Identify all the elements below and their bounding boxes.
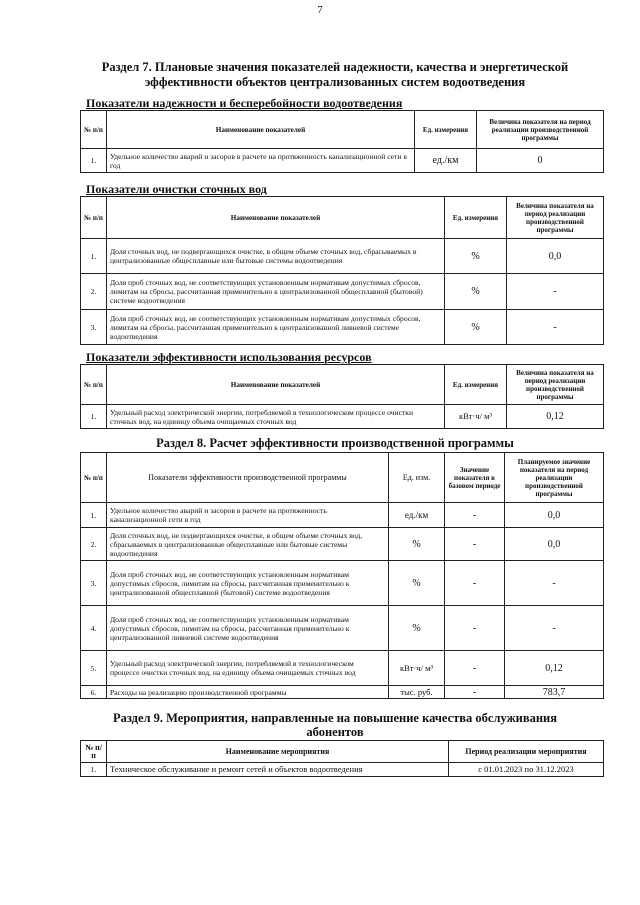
- row-unit: %: [445, 310, 507, 345]
- row-planned: 783,7: [505, 686, 604, 699]
- row-value: -: [507, 310, 604, 345]
- table-row: [81, 239, 604, 274]
- table-row: [81, 686, 604, 699]
- page-number: 7: [317, 4, 323, 16]
- row-name: Удельное количество аварий и засоров в расчете на протяженность канализационной сети в год: [107, 149, 415, 173]
- row-number: 2.: [81, 274, 107, 310]
- header-name: Наименование показателей: [107, 365, 445, 405]
- header-base-value: Значение показателя в базовом периоде: [445, 453, 505, 503]
- row-number: 1.: [81, 763, 107, 777]
- section7-title-line1: Раздел 7. Плановые значения показателей надежности, качества и энергетической: [101, 60, 569, 74]
- row-planned: 0,0: [505, 503, 604, 528]
- row-planned: 0,0: [505, 528, 604, 561]
- row-base: -: [445, 528, 505, 561]
- row-planned: 0,12: [505, 651, 604, 686]
- wastewater-treatment-table: [80, 196, 604, 345]
- row-unit: %: [389, 606, 445, 651]
- header-value: Величина показателя на период реализации производственной программы: [477, 111, 604, 149]
- row-number: 1.: [81, 239, 107, 274]
- section9-title-line1: Раздел 9. Мероприятия, направленные на повышение качества обслуживания: [112, 711, 558, 725]
- row-unit: %: [389, 528, 445, 561]
- header-name: Показатели эффективности производственной программы: [107, 453, 389, 503]
- row-value: 0: [477, 149, 604, 173]
- table-row: [81, 503, 604, 528]
- row-unit: ед./км: [415, 149, 477, 173]
- row-unit: %: [445, 239, 507, 274]
- table2-title: Показатели очистки сточных вод: [86, 182, 267, 196]
- row-number: 1.: [81, 149, 107, 173]
- row-number: 1.: [81, 503, 107, 528]
- row-number: 5.: [81, 651, 107, 686]
- table-row: [81, 405, 604, 429]
- row-name: Доля сточных вод, не подвергающихся очистке, в общем объеме сточных вод, сбрасываемых в централизованные общесплавные или бытовые системы водоотведения: [107, 528, 389, 561]
- row-base: -: [445, 651, 505, 686]
- row-name: Удельный расход электрической энергии, потребляемой в технологическом процессе очистки сточных вод, на единицу объема очищаемых сточных вод: [107, 651, 389, 686]
- header-value: Величина показателя на период реализации производственной программы: [507, 365, 604, 405]
- row-name: Удельный расход электрической энергии, потребляемой в технологическом процессе очистки сточных вод, на единицу объема очищаемых сточных вод: [107, 405, 445, 429]
- header-number: № п/п: [81, 111, 107, 149]
- row-unit: %: [445, 274, 507, 310]
- row-name: Доля проб сточных вод, не соответствующих установленным нормативам допустимых сбросов, лимитам на сбросы, рассчитанная применительно к централизованной общесплавной (бытовой) системе водоотведения: [107, 561, 389, 606]
- header-unit: Ед. измерения: [445, 197, 507, 239]
- table-row: [81, 310, 604, 345]
- row-number: 4.: [81, 606, 107, 651]
- header-unit: Ед. измерения: [445, 365, 507, 405]
- header-name: Наименование показателей: [107, 111, 415, 149]
- header-planned-value: Планируемое значение показателя на период реализации производственной программы: [505, 453, 604, 503]
- row-base: -: [445, 686, 505, 699]
- header-number: № п/п: [81, 197, 107, 239]
- service-measures-table: [80, 740, 604, 777]
- table-row: [81, 606, 604, 651]
- row-name: Удельное количество аварий и засоров в расчете на протяженность канализационной сети в год: [107, 503, 389, 528]
- header-number: № п/п: [81, 365, 107, 405]
- table-row: [81, 651, 604, 686]
- row-base: -: [445, 503, 505, 528]
- table-row: [81, 528, 604, 561]
- table-row: [81, 763, 604, 777]
- table1-title: Показатели надежности и бесперебойности водоотведения: [86, 96, 403, 110]
- table-row: [81, 561, 604, 606]
- row-unit: кВт·ч/ м³: [389, 651, 445, 686]
- row-period: с 01.01.2023 по 31.12.2023: [449, 763, 604, 777]
- row-number: 2.: [81, 528, 107, 561]
- row-name: Расходы на реализацию производственной программы: [107, 686, 389, 699]
- header-value: Величина показателя на период реализации производственной программы: [507, 197, 604, 239]
- row-number: 3.: [81, 310, 107, 345]
- row-name: Доля проб сточных вод, не соответствующих установленным нормативам допустимых сбросов, лимитам на сбросы, рассчитанная применительно к централизованной ливневой системе водоотведения: [107, 606, 389, 651]
- reliability-table: [80, 110, 604, 173]
- resource-efficiency-table: [80, 364, 604, 429]
- row-unit: %: [389, 561, 445, 606]
- row-base: -: [445, 606, 505, 651]
- row-measure: Техническое обслуживание и ремонт сетей и объектов водоотведения: [107, 763, 449, 777]
- row-name: Доля проб сточных вод, не соответствующих установленным нормативам допустимых сбросов, лимитам на сбросы, рассчитанная применительно к централизованной ливневой системе водоотведения: [107, 310, 445, 345]
- table3-title: Показатели эффективности использования ресурсов: [86, 350, 372, 364]
- header-unit: Ед. изм.: [389, 453, 445, 503]
- header-number: № п/п: [81, 741, 107, 763]
- section7-title-line2: эффективности объектов централизованных систем водоотведения: [144, 75, 526, 89]
- row-base: -: [445, 561, 505, 606]
- row-unit: ед./км: [389, 503, 445, 528]
- table-row: [81, 149, 604, 173]
- row-unit: кВт·ч/ м³: [445, 405, 507, 429]
- header-name: Наименование показателей: [107, 197, 445, 239]
- table-row: [81, 274, 604, 310]
- header-unit: Ед. измерения: [415, 111, 477, 149]
- row-planned: -: [505, 606, 604, 651]
- row-number: 3.: [81, 561, 107, 606]
- row-unit: тыс. руб.: [389, 686, 445, 699]
- header-period: Период реализации мероприятия: [449, 741, 604, 763]
- header-measure: Наименование мероприятия: [107, 741, 449, 763]
- row-name: Доля проб сточных вод, не соответствующих установленным нормативам допустимых сбросов, лимитам на сбросы, рассчитанная применительно к централизованной общесплавной (бытовой) системе водоотведения: [107, 274, 445, 310]
- row-value: -: [507, 274, 604, 310]
- row-value: 0,12: [507, 405, 604, 429]
- row-number: 1.: [81, 405, 107, 429]
- row-name: Доля сточных вод, не подвергающихся очистке, в общем объеме сточных вод, сбрасываемых в централизованные общесплавные или бытовые системы водоотведения: [107, 239, 445, 274]
- row-number: 6.: [81, 686, 107, 699]
- program-efficiency-table: [80, 452, 604, 699]
- row-planned: -: [505, 561, 604, 606]
- section9-title-line2: абонентов: [306, 725, 364, 739]
- row-value: 0,0: [507, 239, 604, 274]
- section8-title: Раздел 8. Расчет эффективности производственной программы: [156, 436, 514, 450]
- header-number: № п/п: [81, 453, 107, 503]
